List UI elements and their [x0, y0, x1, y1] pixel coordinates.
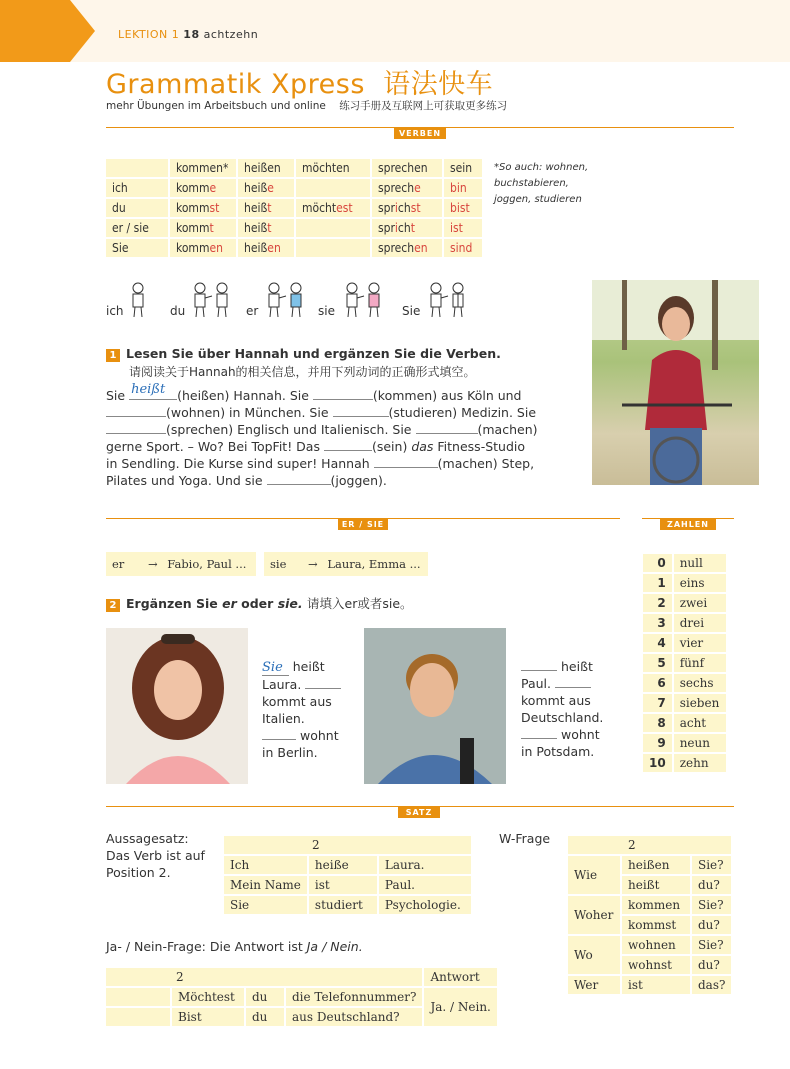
pronoun-cell: er / sie: [106, 219, 168, 237]
ex1-answer: heißt: [131, 382, 166, 397]
figure-pair-icon: [426, 282, 468, 318]
ja-nein-label: Ja- / Nein-Frage: Die Antwort ist Ja / Nein.: [106, 939, 363, 954]
wfrage-row: heißt du?: [568, 876, 731, 894]
verb-cell: heißen: [238, 239, 294, 257]
zahlen-row: [643, 654, 726, 672]
verb-cell: spricht: [372, 219, 442, 237]
page-title: Grammatik Xpress 语法快车: [106, 69, 494, 100]
figure-pair-icon: [342, 282, 384, 318]
zahl-word: neun: [674, 734, 726, 752]
verb-header: möchten: [296, 159, 370, 177]
zahl-word: null: [674, 554, 726, 572]
verb-cell: komme: [170, 179, 236, 197]
verb-header: heißen: [238, 159, 294, 177]
zahl-num: 0: [643, 554, 672, 572]
zahlen-row: [643, 614, 726, 632]
zahl-word: drei: [674, 614, 726, 632]
zahlen-row: [643, 674, 726, 692]
zahl-word: fünf: [674, 654, 726, 672]
verb-header: sein: [444, 159, 482, 177]
verb-table-corner: [106, 159, 168, 177]
figure-pair-icon: [264, 282, 306, 318]
zahlen-row: [643, 754, 726, 772]
wfrage-row: Wer ist das?: [568, 976, 731, 994]
zahl-num: 2: [643, 594, 672, 612]
verb-cell: heiße: [238, 179, 294, 197]
ex2-blank[interactable]: [262, 729, 296, 740]
aussage-label: Aussagesatz: Das Verb ist auf Position 2.: [106, 831, 205, 880]
verb-cell: kommen: [170, 239, 236, 257]
verb-cell: [296, 239, 370, 257]
page-subtitle: mehr Übungen im Arbeitsbuch und online 练习手册及互联网上可获取更多练习: [106, 100, 508, 112]
verb-row: [106, 199, 482, 217]
section-label-satz: SATZ: [398, 807, 440, 818]
ex1-blank[interactable]: [106, 423, 166, 434]
verb-cell: möchtest: [296, 199, 370, 217]
ex2-title: 2 Ergänzen Sie er oder sie. 请填入er或者sie。: [106, 594, 413, 612]
wfrage-row: wohnst du?: [568, 956, 731, 974]
verb-cell: sprichst: [372, 199, 442, 217]
arrow-right-icon: →: [147, 557, 158, 571]
wfrage-row: Wo wohnen Sie?: [568, 936, 731, 954]
zahl-num: 10: [643, 754, 672, 772]
paul-text: heißt Paul. kommt aus Deutschland. wohnt in Potsdam.: [521, 659, 604, 759]
zahl-word: sechs: [674, 674, 726, 692]
wfrage-label: W-Frage: [499, 831, 551, 846]
zahlen-row: [643, 594, 726, 612]
er-box: er → Fabio, Paul ...: [106, 552, 256, 576]
wfrage-row: Wie heißen Sie?: [568, 856, 731, 874]
pronoun-cell: du: [106, 199, 168, 217]
ex1-blank[interactable]: [333, 406, 389, 417]
header-tab-shape: [0, 0, 95, 62]
ex1-blank[interactable]: [267, 474, 331, 485]
verb-cell: [296, 219, 370, 237]
zahl-num: 8: [643, 714, 672, 732]
zahlen-row: [643, 714, 726, 732]
pronoun-cell: ich: [106, 179, 168, 197]
verb-cell: heißt: [238, 219, 294, 237]
aussage-table: [222, 834, 473, 916]
verb-header: kommen*: [170, 159, 236, 177]
verb-row: [106, 239, 482, 257]
verb-row: [106, 179, 482, 197]
aussage-row: Sie studiert Psychologie.: [224, 896, 471, 914]
zahl-word: acht: [674, 714, 726, 732]
zahl-word: eins: [674, 574, 726, 592]
ex2-blank[interactable]: [521, 660, 557, 671]
ex1-blank[interactable]: [324, 440, 372, 451]
zahl-word: zwei: [674, 594, 726, 612]
aussage-row: Mein Name ist Paul.: [224, 876, 471, 894]
ex2-number: 2: [106, 599, 120, 612]
zahlen-row: [643, 574, 726, 592]
zahl-num: 4: [643, 634, 672, 652]
laura-illustration: [106, 628, 248, 784]
ex2-blank[interactable]: [521, 728, 557, 739]
verb-table: [104, 157, 484, 259]
ex1-blank[interactable]: [416, 423, 478, 434]
zahlen-table: [641, 552, 728, 774]
verb-cell: sind: [444, 239, 482, 257]
zahl-num: 6: [643, 674, 672, 692]
pronoun-cell: Sie: [106, 239, 168, 257]
ex1-blank[interactable]: [374, 457, 438, 468]
zahl-num: 7: [643, 694, 672, 712]
section-label-verben: VERBEN: [394, 128, 446, 139]
ex1-blank[interactable]: [106, 406, 166, 417]
verb-cell: bist: [444, 199, 482, 217]
header-lesson: LEKTION 1 18 achtzehn: [118, 28, 259, 41]
zahl-word: sieben: [674, 694, 726, 712]
ex2-blank[interactable]: [555, 677, 591, 688]
pronoun-label: er: [246, 304, 259, 318]
aussage-row: Ich heiße Laura.: [224, 856, 471, 874]
paul-illustration: [364, 628, 506, 784]
verb-note: *So auch: wohnen, buchstabieren, joggen, studieren: [494, 162, 589, 205]
pronoun-label: du: [170, 304, 186, 318]
wfrage-pos: 2: [568, 836, 731, 854]
hannah-illustration: [592, 280, 759, 485]
ex1-blank[interactable]: [129, 382, 177, 400]
section-label-zahlen: ZAHLEN: [660, 519, 716, 530]
laura-text: Sie heißt Laura. kommt aus Italien. wohnt in Berlin.: [262, 658, 352, 761]
verb-cell: [296, 179, 370, 197]
zahlen-row: [643, 694, 726, 712]
ex2-blank[interactable]: [305, 678, 341, 689]
ja-row: Bist du aus Deutschland?: [106, 1008, 497, 1026]
figure-icon: [128, 282, 148, 318]
verb-cell: spreche: [372, 179, 442, 197]
wfrage-table: [566, 834, 733, 996]
verb-cell: bin: [444, 179, 482, 197]
ex1-title: 1 Lesen Sie über Hannah und ergänzen Sie die Verben.: [106, 346, 501, 362]
verb-cell: kommst: [170, 199, 236, 217]
verb-cell: sprechen: [372, 239, 442, 257]
ja-row: Möchtest du die Telefonnummer? Ja. / Nein.: [106, 988, 497, 1006]
verb-header: sprechen: [372, 159, 442, 177]
sie-box: sie → Laura, Emma ...: [264, 552, 428, 576]
zahlen-row: [643, 634, 726, 652]
zahl-word: vier: [674, 634, 726, 652]
ex1-title-zh: 请阅读关于Hannah的相关信息，并用下列动词的正确形式填空。: [129, 365, 476, 379]
ja-nein-table: [104, 966, 499, 1028]
wfrage-row: Woher kommen Sie?: [568, 896, 731, 914]
laura-photo: [106, 628, 248, 784]
ex1-text: Sie heißt (heißen) Hannah. Sie (kommen) aus Köln und (wohnen) in München. Sie (studieren) Medizin. Sie (sprechen) Englisch und Italienisch. Sie (machen) gerne Sport. – Wo? Bei TopFit! Das (sein) das Fitness-Studio in Sendling. Die Kurse sind super! Hannah (machen) Step, Pilates und Yoga. Und sie (joggen).: [106, 382, 538, 488]
pronoun-label: sie: [318, 304, 335, 318]
zahl-word: zehn: [674, 754, 726, 772]
zahl-num: 5: [643, 654, 672, 672]
paul-photo: [364, 628, 506, 784]
verb-cell: ist: [444, 219, 482, 237]
wfrage-row: kommst du?: [568, 916, 731, 934]
pronoun-label: Sie: [402, 304, 421, 318]
verb-row: [106, 219, 482, 237]
zahl-num: 9: [643, 734, 672, 752]
hannah-photo: [592, 280, 759, 485]
aussage-pos: 2: [224, 836, 471, 854]
section-label-er-sie: ER / SIE: [338, 519, 388, 530]
ex1-blank[interactable]: [313, 389, 373, 400]
zahl-num: 1: [643, 574, 672, 592]
pronoun-label: ich: [106, 304, 124, 318]
verb-cell: heißt: [238, 199, 294, 217]
zahlen-row: [643, 734, 726, 752]
ja-antwort-header: Antwort: [424, 968, 496, 986]
ex1-number: 1: [106, 349, 120, 362]
verb-cell: kommt: [170, 219, 236, 237]
arrow-right-icon: →: [308, 557, 318, 571]
ex2-answer: Sie: [262, 660, 289, 676]
figure-pair-icon: [190, 282, 232, 318]
ja-pos: 2: [106, 968, 422, 986]
pronoun-figures: [106, 282, 546, 322]
zahlen-row: [643, 554, 726, 572]
zahl-num: 3: [643, 614, 672, 632]
